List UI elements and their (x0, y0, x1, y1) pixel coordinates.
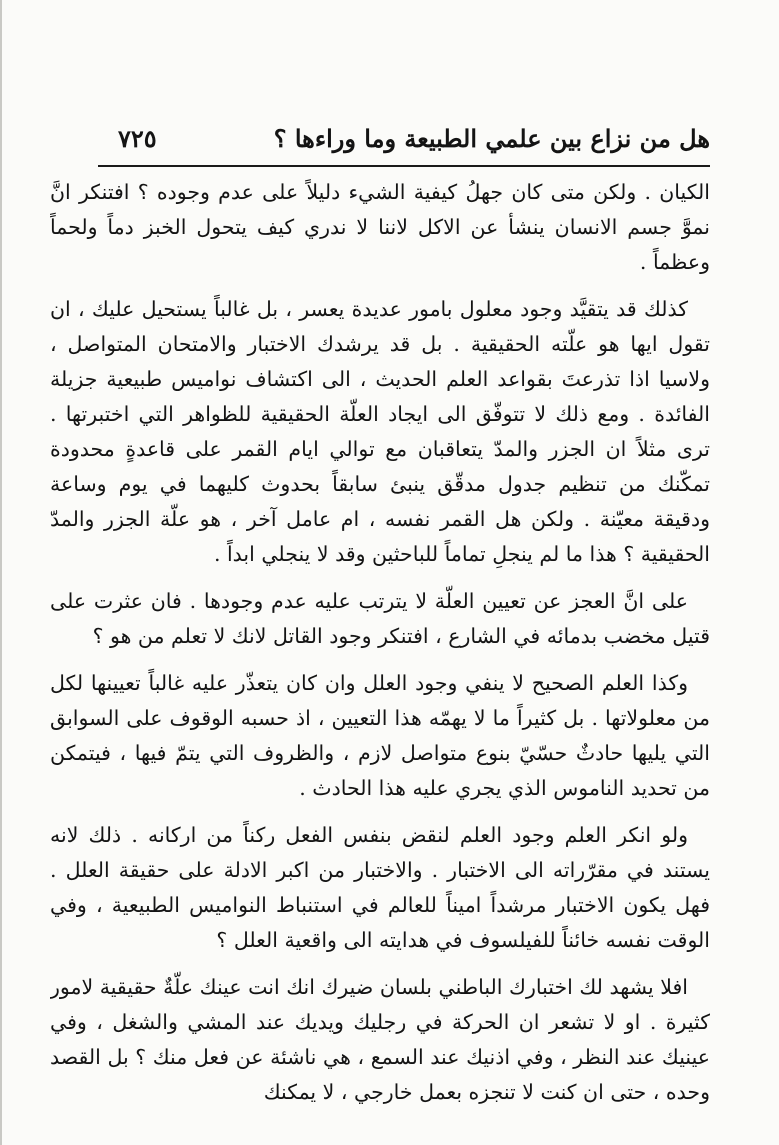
paragraph: وكذا العلم الصحيح لا ينفي وجود العلل وان كان يتعذّر عليه غالباً تعيينها لكل من معلولاتها . بل كثيراً ما لا يهمّه هذا التعيين ، اذ حسبه الوقوف على السوابق التي يليها حادثٌ حسّيّ بنوع متواصل لازم ، والظروف التي يتمّ فيها ، فيتمكن من تحديد الناموس الذي يجري عليه هذا الحادث . (50, 671, 710, 800)
paragraph: كذلك قد يتقيَّد وجود معلول بامور عديدة يعسر ، بل غالباً يستحيل عليك ، ان تقول ايها هو علّته الحقيقية . بل قد يرشدك الاختبار والامتحان المتواصل ، ولاسيا اذا تذرعتَ بقواعد العلم الحديث ، الى اكتشاف نواميس طبيعية جزيلة الفائدة . ومع ذلك لا تتوفّق الى ايجاد العلّة الحقيقية للظواهر التي اختبرتها . ترى مثلاً ان الجزر والمدّ يتعاقبان مع توالي ايام القمر على قاعدةٍ محدودة تمكّنك من تنظيم جدول مدقّق ينبئ سابقاً بحدوث كليهما في يوم وساعة ودقيقة معيّنة . ولكن هل القمر نفسه ، ام عامل آخر ، هو علّة الجزر والمدّ الحقيقية ؟ هذا ما لم ينجلِ تماماً للباحثين وقد لا ينجلي ابداً . (50, 297, 710, 566)
paragraph: على انَّ العجز عن تعيين العلّة لا يترتب عليه عدم وجودها . فان عثرت على قتيل مخضب بدمائه في الشارع ، افتنكر وجود القاتل لانك لا تعلم من هو ؟ (50, 589, 710, 648)
running-title: هل من نزاع بين علمي الطبيعة وما وراءها ؟ (273, 124, 710, 153)
page-header (98, 120, 710, 160)
paragraph: ولو انكر العلم وجود العلم لنقض بنفس الفعل ركناً من اركانه . ذلك لانه يستند في مقرّراته الى الاختبار . والاختبار من اكبر الادلة على حقيقة العلل . فهل يكون الاختبار مرشداً اميناً للعالم في استنباط النواميس الطبيعية ، وفي الوقت نفسه خائناً للفيلسوف في هدايته الى واقعية العلل ؟ (50, 823, 710, 952)
body-text (50, 175, 710, 1115)
header-rule (98, 165, 710, 167)
paragraph: الكيان . ولكن متى كان جهلُ كيفية الشيء دليلاً على عدم وجوده ؟ افتنكر انَّ نموَّ جسم الانسان ينشأ عن الاكل لاننا لا ندري كيف يتحول الخبز دماً ولحماً وعظماً . (50, 180, 710, 274)
page-number: ٧٢٥ (118, 124, 157, 153)
paragraph: افلا يشهد لك اختبارك الباطني بلسان ضيرك انك انت عينك علّةٌ حقيقية لامور كثيرة . او لا تشعر ان الحركة في رجليك ويديك عند المشي والشغل ، وفي عينيك عند النظر ، وفي اذنيك عند السمع ، هي ناشئة عن فعل منك ؟ بل القصد وحده ، حتى ان كنت لا تنجزه بعمل خارجي ، لا يمكنك (50, 975, 710, 1104)
